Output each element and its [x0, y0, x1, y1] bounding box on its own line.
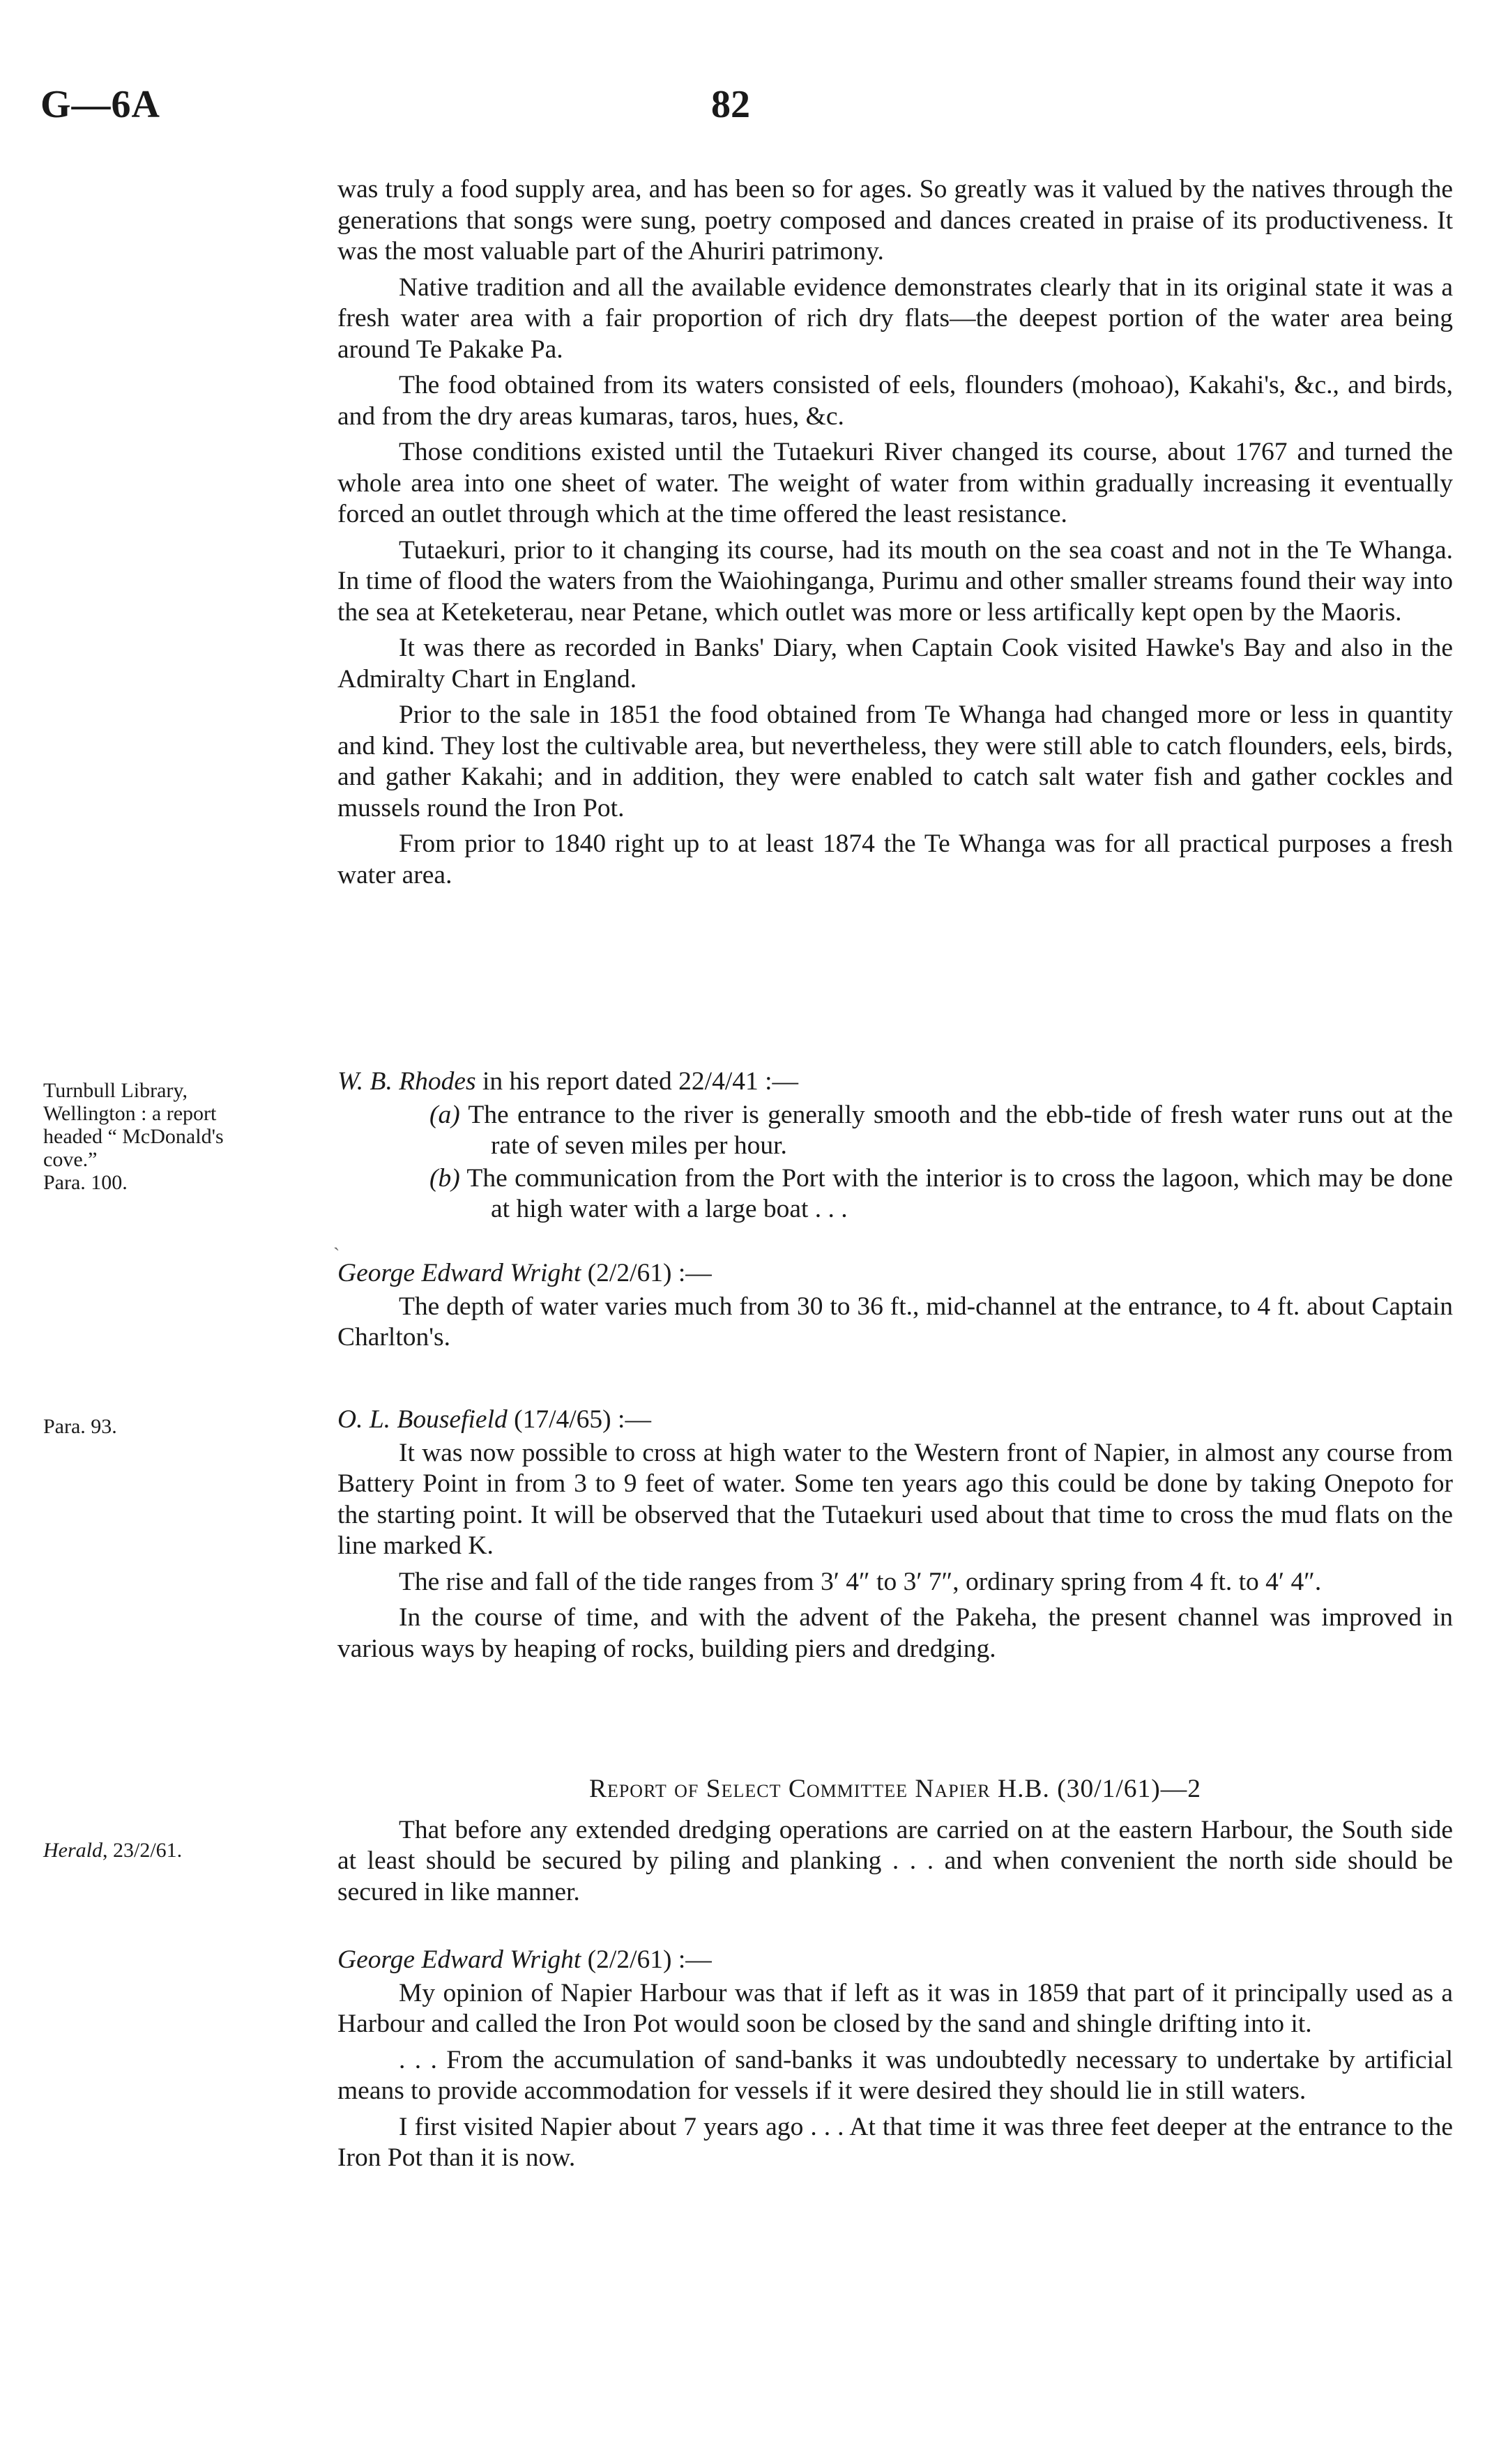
margin-note-line: [43, 1839, 294, 1862]
paragraph: The food obtained from its waters consisted of eels, flounders (mohoao), Kakahi's, &c., and birds, and from the dry areas kumaras, taros, hues, &c.: [337, 371, 1453, 431]
item-text: The entrance to the river is generally smooth and the ebb-tide of fresh water runs out at the rate of seven miles per hour.: [459, 1100, 1453, 1160]
speaker-intro: in his report dated 22/4/41 :—: [475, 1067, 799, 1096]
paragraph: It was now possible to cross at high water to the Western front of Napier, in almost any course from Battery Point in from 3 to 9 feet of water. Some ten years ago this could be done by taking Onepoto for the starting point. It will be observed that the Tutaekuri used about that time to cross the mud flats on the line marked K.: [337, 1438, 1453, 1560]
paragraph: Native tradition and all the available evidence demonstrates clearly that in its original state it was a fresh water area with a fair proportion of rich dry flats—the deepest portion of the water area being around Te Pakake Pa.: [337, 273, 1453, 364]
speaker-name: George Edward Wright: [337, 1945, 581, 1974]
section-heading: Report of Select Committee Napier H.B. (30/1/61)—2: [588, 1775, 1202, 1803]
list-item: [337, 1100, 1453, 1162]
margin-note-line: cove.”: [43, 1148, 98, 1171]
paragraph: The depth of water varies much from 30 to 36 ft., mid-channel at the entrance, to 4 ft. about Captain Charlton's.: [337, 1292, 1453, 1352]
paragraph: Prior to the sale in 1851 the food obtained from Te Whanga had changed more or less in quantity and kind. They lost the cultivable area, but nevertheless, they were still able to catch flounders, eels, birds, and gather Kakahi; and in addition, they were enabled to catch salt water fish and gather cockles and mussels round the Iron Pot.: [337, 701, 1453, 822]
paragraph: . . . From the accumulation of sand-banks it was undoubtedly necessary to undertake by artificial means to provide accommodation for vessels if it were desired they should lie in still waters.: [337, 2045, 1453, 2105]
margin-note-line: Para. 100.: [43, 1171, 128, 1194]
item-text: The communication from the Port with the interior is to cross the lagoon, which may be done at high water with a large boat . . .: [459, 1163, 1453, 1223]
speaker-line: [337, 1066, 1453, 1098]
speaker-intro: (17/4/65) :—: [507, 1405, 651, 1434]
paragraph: That before any extended dredging operations are carried on at the eastern Harbour, the South side at least should be secured by piling and planking . . . and when convenient the north side should be secured in like manner.: [337, 1815, 1453, 1906]
item-label: (a): [429, 1100, 460, 1129]
committee-section: [337, 1774, 1453, 1913]
speaker-intro: (2/2/61) :—: [581, 1259, 712, 1287]
main-text-block-1: [337, 174, 1453, 896]
wright-section-1: [337, 1258, 1453, 1359]
page-number: 82: [711, 83, 750, 126]
stray-ink-mark: ˎ: [333, 1230, 340, 1251]
margin-note-line: Turnbull Library,: [43, 1079, 188, 1102]
paragraph: Those conditions existed until the Tutaekuri River changed its course, about 1767 and turned the whole area into one sheet of water. The weight of water from within gradually increasing it eventually forced an outlet through which at the time offered the least resistance.: [337, 438, 1453, 528]
speaker-name: W. B. Rhodes: [337, 1067, 476, 1096]
margin-note-line: Wellington : a report: [43, 1102, 217, 1125]
paragraph: was truly a food supply area, and has been so for ages. So greatly was it valued by the natives through the generations that songs were sung, poetry composed and dances created in praise of its productiveness. It was the most valuable part of the Ahuriri patrimony.: [337, 175, 1453, 266]
paragraph: It was there as recorded in Banks' Diary, when Captain Cook visited Hawke's Bay and also in the Admiralty Chart in England.: [337, 634, 1453, 694]
speaker-name: George Edward Wright: [337, 1259, 581, 1287]
speaker-name: O. L. Bousefield: [337, 1405, 508, 1434]
margin-note-para93: [43, 1415, 294, 1438]
margin-note-line: Para. 93.: [43, 1415, 117, 1438]
newspaper-name: Herald: [43, 1839, 102, 1862]
margin-note-line: headed “ McDonald's: [43, 1125, 224, 1148]
speaker-line: [337, 1405, 1453, 1436]
paragraph: I first visited Napier about 7 years ago . . . At that time it was three feet deeper at the entrance to the Iron Pot than it is now.: [337, 2112, 1453, 2172]
bousefield-section: [337, 1405, 1453, 1669]
document-reference: G—6A: [40, 83, 160, 126]
rhodes-section: [337, 1066, 1453, 1227]
margin-note-turnbull: [43, 1079, 294, 1194]
speaker-line: [337, 1258, 1453, 1290]
paragraph: Tutaekuri, prior to it changing its course, had its mouth on the sea coast and not in the Te Whanga. In time of flood the waters from the Waiohinganga, Purimu and other smaller streams found their way into the sea at Keteketerau, near Petane, which outlet was more or less artifically kept open by the Maoris.: [337, 535, 1453, 627]
speaker-line: [337, 1945, 1453, 1976]
list-item: [337, 1163, 1453, 1225]
paragraph: In the course of time, and with the advent of the Pakeha, the present channel was improved in various ways by heaping of rocks, building piers and dredging.: [337, 1603, 1453, 1663]
wright-section-2: [337, 1945, 1453, 2179]
paragraph: The rise and fall of the tide ranges from 3′ 4″ to 3′ 7″, ordinary spring from 4 ft. to 4′ 4″.: [399, 1567, 1322, 1596]
paragraph: My opinion of Napier Harbour was that if left as it was in 1859 that part of it principally used as a Harbour and called the Iron Pot would soon be closed by the sand and shingle drifting into it.: [337, 1978, 1453, 2038]
newspaper-date: , 23/2/61.: [102, 1839, 183, 1862]
item-label: (b): [429, 1163, 460, 1193]
margin-note-herald: [43, 1839, 294, 1862]
paragraph: From prior to 1840 right up to at least 1874 the Te Whanga was for all practical purposes a fresh water area.: [337, 829, 1453, 889]
speaker-intro: (2/2/61) :—: [581, 1945, 712, 1974]
